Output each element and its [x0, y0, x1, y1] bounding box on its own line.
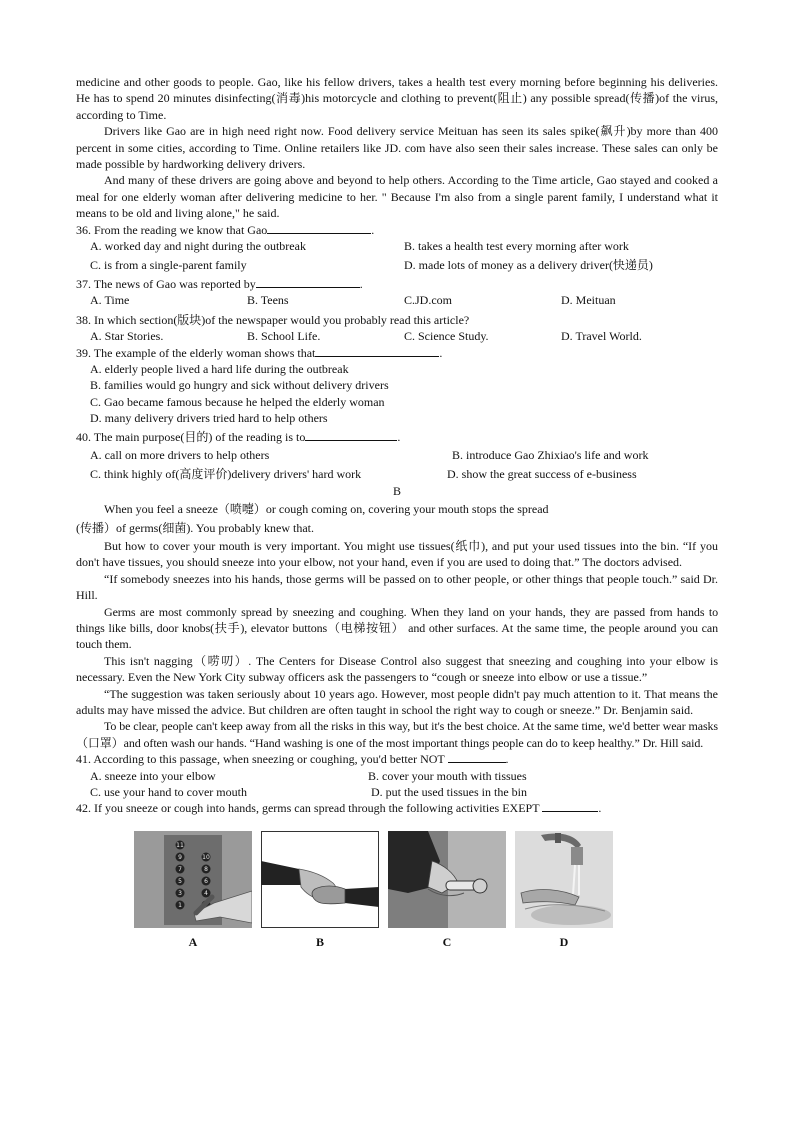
option-d[interactable]: D. many delivery drivers tried hard to help others: [90, 411, 328, 426]
question-42: 42. If you sneeze or cough into hands, germs can spread through the following activities EXEPT .: [76, 801, 602, 816]
worksheet-page: [76, 74, 718, 950]
picture-label: A: [188, 934, 198, 949]
option-c[interactable]: C.JD.com: [404, 293, 452, 308]
options-38: [76, 328, 718, 344]
handshake-icon: [261, 831, 379, 928]
passage-a-paragraph: Drivers like Gao are in high need right now. Food delivery service Meituan has seen its sales spike(飙升)by more than 400 percent in some cities, according to Time. Online retailers like JD. com have also seen their sales increase. These sales can only be made possible by hardworking delivery drivers.: [76, 124, 718, 172]
picture-option-b[interactable]: [261, 831, 379, 950]
button-number: 10: [202, 853, 210, 861]
button-number: 9: [178, 853, 182, 861]
picture-options: [76, 831, 718, 950]
option-c[interactable]: C. is from a single-parent family: [90, 258, 247, 273]
passage-a-paragraph: And many of these drivers are going above and beyond to help others. According to the Time article, Gao stayed and cooked a meal for one elderly woman after delivering medicine to her. " Because I'm also from a single parent family, I understand what it means to be old and living alone," he said.: [76, 173, 718, 221]
picture-option-d[interactable]: [515, 831, 613, 950]
question-41: 41. According to this passage, when sneezing or coughing, you'd better NOT .: [76, 752, 509, 767]
option-d[interactable]: D. Travel World.: [561, 329, 642, 344]
picture-label: C: [442, 934, 452, 949]
option-a[interactable]: A. sneeze into your elbow: [90, 768, 216, 783]
option-b[interactable]: B. takes a health test every morning after work: [404, 239, 629, 254]
option-a[interactable]: A. Star Stories.: [90, 329, 164, 344]
passage-b-paragraph: When you feel a sneeze（喷嚏）or cough coming on, covering your mouth stops the spread: [104, 502, 549, 517]
options-36: [76, 238, 718, 254]
button-number: 6: [204, 877, 208, 885]
option-b[interactable]: B. cover your mouth with tissues: [368, 768, 527, 783]
picture-option-c[interactable]: [388, 831, 506, 950]
section-b-heading: B: [392, 483, 401, 498]
answer-blank[interactable]: [267, 222, 371, 234]
option-d[interactable]: D. show the great success of e-business: [447, 467, 637, 482]
button-number: 11: [176, 841, 184, 849]
question-38: 38. In which section(版块)of the newspaper would you probably read this article?: [76, 312, 470, 327]
option-a[interactable]: A. elderly people lived a hard life during the outbreak: [90, 361, 349, 376]
passage-a-paragraph: medicine and other goods to people. Gao, like his fellow drivers, takes a health test every morning before beginning his deliveries. He has to spend 20 minutes disinfecting(消毒)his motorcycle and clothing to prevent(阻止) any possible spread(传播)of the virus, according to Time.: [76, 75, 718, 122]
option-a[interactable]: A. worked day and night during the outbreak: [90, 239, 306, 254]
question-36: 36. From the reading we know that Gao .: [76, 222, 375, 237]
option-d[interactable]: D. made lots of money as a delivery driver(快递员): [404, 258, 653, 273]
option-d[interactable]: D. Meituan: [561, 293, 616, 308]
passage-b-paragraph: “If somebody sneezes into his hands, those germs will be passed on to other people, or other things that people touch.” said Dr. Hill.: [76, 571, 718, 603]
door-handle-icon: [388, 831, 506, 928]
passage-b-paragraph: This isn't nagging（唠叨）. The Centers for Disease Control also suggest that sneezing and coughing into your elbow is necessary. Even the New York City subway officers ask the passengers to “cough or sneeze into elbow or use a tissue.”: [76, 653, 718, 685]
option-b[interactable]: B. introduce Gao Zhixiao's life and work: [452, 447, 649, 462]
passage-b-paragraph: (传播）of germs(细菌). You probably knew that.: [76, 520, 314, 535]
option-b[interactable]: B. School Life.: [247, 329, 321, 344]
options-40: [76, 466, 718, 482]
option-c[interactable]: C. Gao became famous because he helped the elderly woman: [90, 394, 385, 409]
answer-blank[interactable]: [315, 345, 439, 357]
passage-b-paragraph: Germs are most commonly spread by sneezing and coughing. When they land on your hands, they are passed from hands to things like bills, door knobs(扶手), elevator buttons（电梯按钮） and other surfaces. At the same time, the people around you can touch them.: [76, 604, 718, 652]
option-a[interactable]: A. Time: [90, 293, 130, 308]
passage-b-paragraph: But how to cover your mouth is very important. You might use tissues(纸巾), and put your used tissues into the bin. “If you don't have tissues, you should sneeze into your elbow, not your hand, even if you are used to doing that.” The doctors advised.: [76, 538, 718, 570]
option-c[interactable]: C. use your hand to cover mouth: [90, 785, 247, 800]
elevator-buttons-icon: [134, 831, 252, 928]
option-b[interactable]: B. Teens: [247, 293, 289, 308]
question-40: 40. The main purpose(目的) of the reading is to .: [76, 429, 401, 444]
question-37: 37. The news of Gao was reported by .: [76, 276, 363, 291]
picture-option-a[interactable]: [134, 831, 252, 950]
button-number: 5: [178, 877, 182, 885]
answer-blank[interactable]: [542, 800, 598, 812]
button-number: 1: [178, 901, 182, 909]
picture-label: B: [315, 934, 324, 949]
passage-b-paragraph: “The suggestion was taken seriously about 10 years ago. However, most people didn't pay much attention to it. That means the adults may have missed the advice. But children are often taught in school the right way to cough or sneeze.” Dr. Benjamin said.: [76, 686, 718, 718]
picture-label: D: [559, 934, 569, 949]
option-b[interactable]: B. families would go hungry and sick without delivery drivers: [90, 378, 389, 393]
button-number: 7: [178, 865, 182, 873]
options-37: [76, 292, 718, 308]
option-c[interactable]: C. Science Study.: [404, 329, 489, 344]
button-number: 4: [204, 889, 208, 897]
question-39: 39. The example of the elderly woman shows that .: [76, 345, 443, 360]
options-40: [76, 447, 718, 463]
hand-washing-icon: [515, 831, 613, 928]
answer-blank[interactable]: [305, 429, 397, 441]
button-number: 3: [178, 889, 182, 897]
passage-b-paragraph: To be clear, people can't keep away from all the risks in this way, but it's the best choice. At the same time, we'd better wear masks（口罩）and often wash our hands. “Hand washing is one of the most important things people can do to keep healthy.” Dr. Hill said.: [76, 719, 718, 750]
option-c[interactable]: C. think highly of(高度评价)delivery drivers' hard work: [90, 467, 362, 482]
option-d[interactable]: D. put the used tissues in the bin: [371, 785, 527, 800]
option-a[interactable]: A. call on more drivers to help others: [90, 447, 270, 462]
options-41: [76, 784, 718, 800]
button-number: 8: [204, 865, 208, 873]
options-36: [76, 257, 718, 273]
answer-blank[interactable]: [256, 276, 360, 288]
options-41: [76, 768, 718, 784]
answer-blank[interactable]: [448, 751, 506, 763]
